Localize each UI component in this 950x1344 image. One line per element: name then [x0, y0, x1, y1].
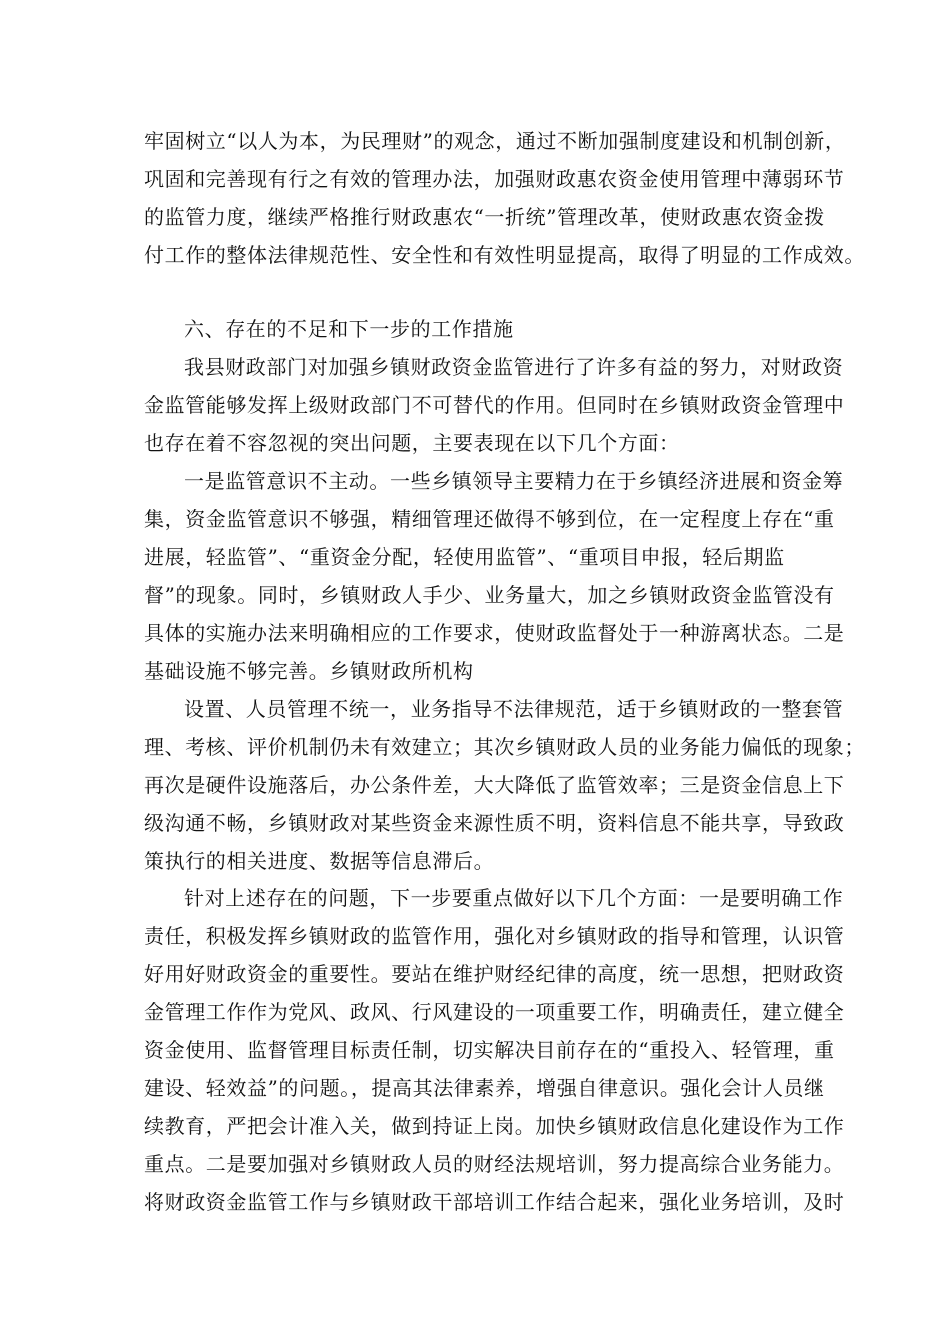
- paragraph-5-line: 责任，积极发挥乡镇财政的监管作用，强化对乡镇财政的指导和管理，认识管: [144, 924, 845, 948]
- paragraph-5-line: 续教育，严把会计准入关，做到持证上岗。加快乡镇财政信息化建设作为工作: [144, 1114, 845, 1138]
- paragraph-4-line: 再次是硬件设施落后，办公条件差，大大降低了监管效率；三是资金信息上下: [144, 773, 845, 797]
- paragraph-5-line: 资金使用、监督管理目标责任制，切实解决目前存在的“重投入、轻管理，重: [144, 1038, 835, 1062]
- paragraph-1-line: 牢固树立“以人为本，为民理财”的观念，通过不断加强制度建设和机制创新，: [144, 129, 846, 153]
- paragraph-5-line: 重点。二是要加强对乡镇财政人员的财经法规培训，努力提高综合业务能力。: [144, 1152, 845, 1176]
- paragraph-1-line: 巩固和完善现有行之有效的管理办法，加强财政惠农资金使用管理中薄弱环节: [144, 167, 845, 191]
- paragraph-4-line: 理、考核、评价机制仍未有效建立；其次乡镇财政人员的业务能力偏低的现象；: [144, 735, 865, 759]
- paragraph-4-line: 级沟通不畅，乡镇财政对某些资金来源性质不明，资料信息不能共享，导致政: [144, 811, 845, 835]
- paragraph-3-line: 基础设施不够完善。乡镇财政所机构: [144, 659, 474, 683]
- paragraph-4: [144, 690, 865, 880]
- paragraph-1-line: 付工作的整体法律规范性、安全性和有效性明显提高，取得了明显的工作成效。: [144, 243, 865, 267]
- paragraph-4-line: 设置、人员管理不统一，业务指导不法律规范，适于乡镇财政的一整套管: [184, 697, 844, 721]
- paragraph-1: [144, 122, 865, 274]
- paragraph-3-line: 集，资金监管意识不够强，精细管理还做得不够到位，在一定程度上存在“重: [144, 507, 835, 531]
- paragraph-2-line: 金监管能够发挥上级财政部门不可替代的作用。但同时在乡镇财政资金管理中: [144, 393, 845, 417]
- paragraph-5: [144, 879, 845, 1221]
- section-heading: 六、存在的不足和下一步的工作措施: [184, 317, 514, 341]
- paragraph-4-line: 策执行的相关进度、数据等信息滞后。: [144, 849, 495, 873]
- paragraph-2-line: 我县财政部门对加强乡镇财政资金监管进行了许多有益的努力，对财政资: [184, 355, 844, 379]
- paragraph-3: [144, 462, 845, 690]
- paragraph-1-line: 的监管力度，继续严格推行财政惠农“一折统”管理改革，使财政惠农资金拨: [144, 205, 825, 229]
- paragraph-5-line: 金管理工作作为党风、政风、行风建设的一项重要工作，明确责任，建立健全: [144, 1000, 845, 1024]
- paragraph-5-line: 将财政资金监管工作与乡镇财政干部培训工作结合起来，强化业务培训，及时: [144, 1190, 845, 1214]
- paragraph-3-line: 具体的实施办法来明确相应的工作要求，使财政监督处于一种游离状态。二是: [144, 621, 845, 645]
- paragraph-3-line: 进展，轻监管”、“重资金分配，轻使用监管”、“重项目申报，轻后期监: [144, 545, 785, 569]
- paragraph-5-line: 建设、轻效益”的问题。，提高其法律素养，增强自律意识。强化会计人员继: [144, 1076, 825, 1100]
- paragraph-5-line: 好用好财政资金的重要性。要站在维护财经纪律的高度，统一思想，把财政资: [144, 962, 845, 986]
- paragraph-2-line: 也存在着不容忽视的突出问题，主要表现在以下几个方面：: [144, 431, 680, 455]
- paragraph-2: [144, 348, 845, 462]
- paragraph-5-line: 针对上述存在的问题，下一步要重点做好以下几个方面：一是要明确工作: [184, 886, 844, 910]
- paragraph-3-line: 一是监管意识不主动。一些乡镇领导主要精力在于乡镇经济进展和资金筹: [184, 469, 844, 493]
- paragraph-3-line: 督”的现象。同时，乡镇财政人手少、业务量大，加之乡镇财政资金监管没有: [144, 583, 835, 607]
